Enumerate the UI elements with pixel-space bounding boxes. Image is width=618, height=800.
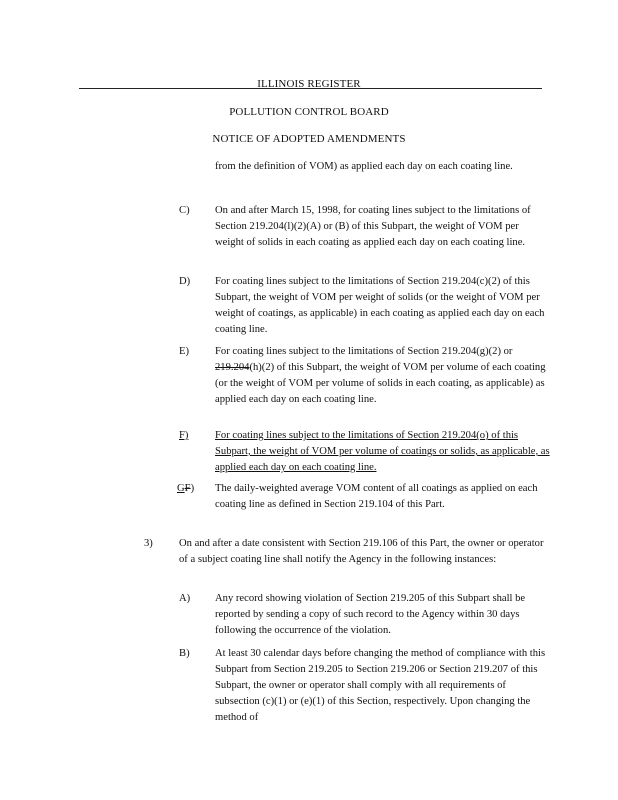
item-c-text: On and after March 15, 1998, for coating lines subject to the limitations of Section 219.204(l)(2)(A) or (B) of this Subpart, the weight of VOM per weight of solids in each coating as applied each day on each coating line. — [215, 205, 531, 248]
item-f-text: For coating lines subject to the limitations of Section 219.204(o) of this Subpart, the weight of VOM per volume of coatings or solids, as applicable, as applied each day on each coating line. — [215, 430, 550, 473]
section-3-a-text: Any record showing violation of Section 219.205 of this Subpart shall be reported by sending a copy of such record to the Agency within 30 days following the occurrence of the violation. — [215, 593, 526, 636]
section-3-b-label: B) — [179, 648, 190, 659]
board-title: POLLUTION CONTROL BOARD — [229, 106, 389, 118]
item-f-label: F) — [179, 430, 189, 441]
item-d-label: D) — [179, 276, 191, 287]
item-e-label: E) — [179, 346, 189, 357]
register-title: ILLINOIS REGISTER — [257, 78, 361, 90]
item-d-text: For coating lines subject to the limitations of Section 219.204(c)(2) of this Subpart, the weight of VOM per weight of solids (or the weight of VOM per weight of coatings, as applicable) in each coating as applied each day on each coating line. — [215, 276, 545, 335]
item-g-label-paren: ) — [190, 483, 195, 494]
section-3-label: 3) — [144, 538, 153, 549]
item-e-text — [215, 344, 550, 408]
item-e-text-part1: For coating lines subject to the limitations of Section 219.204(g)(2) or — [215, 346, 513, 357]
item-g-text: The daily-weighted average VOM content of all coatings as applied on each coating line as defined in Section 219.104 of this Part. — [215, 483, 538, 510]
continuation-text: from the definition of VOM) as applied each day on each coating line. — [215, 161, 513, 172]
item-g-label-old: F — [184, 483, 191, 494]
section-3-b-text: At least 30 calendar days before changing the method of compliance with this Subpart from Section 219.205 to Section 219.206 or Section 219.207 of this Subpart, the owner or operator shall comply with all requirements of subsection (c)(1) or (e)(1) of this Section, respectively. Upon changing the method of — [215, 648, 546, 723]
item-g-label-new: G — [177, 483, 185, 494]
item-c-label: C) — [179, 205, 190, 216]
section-3-text: On and after a date consistent with Section 219.106 of this Part, the owner or operator of a subject coating line shall notify the Agency in the following instances: — [179, 538, 544, 565]
notice-title: NOTICE OF ADOPTED AMENDMENTS — [212, 133, 406, 145]
item-g-label — [177, 481, 194, 497]
item-e-struck-text: 219.204 — [215, 362, 250, 373]
section-3-a-label: A) — [179, 593, 191, 604]
item-e-text-part2: (h)(2) of this Subpart, the weight of VOM per volume of each coating (or the weight of VOM per volume of solids in each coating, as applicable) as applied each day on each coating line. — [215, 362, 546, 405]
